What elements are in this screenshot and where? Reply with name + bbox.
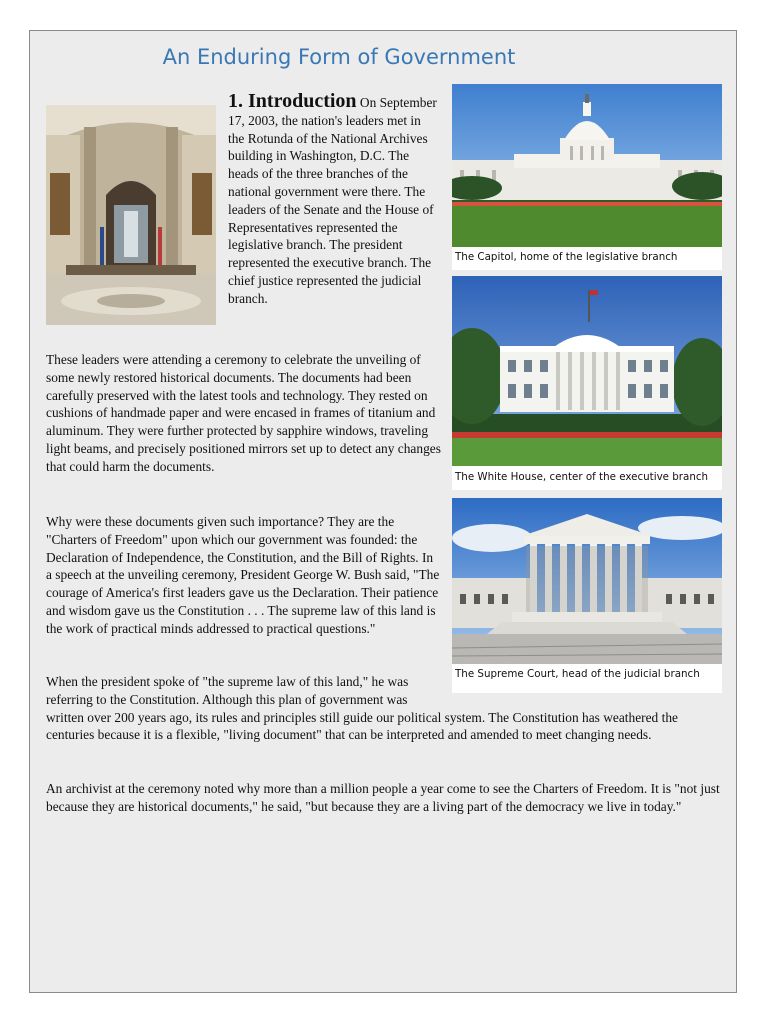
page-title: An Enduring Form of Government (162, 45, 516, 69)
section-heading: 1. Introduction (228, 90, 357, 112)
capitol-photo (452, 84, 722, 247)
capitol-caption: The Capitol, home of the legislative branch (455, 251, 678, 263)
capitol-figure (452, 84, 722, 270)
paragraph-4: When the president spoke of "the supreme law of this land," he was referring to the Constitution. Although this plan of government was written over 200 years ago, its rules and principles still guide our political system. The Constitution has weathered the centuries because it is a flexible, "living document" that can be interpreted and amended to meet changing needs. (46, 674, 678, 743)
intro-paragraph (228, 90, 440, 308)
white-house-photo (452, 276, 722, 466)
supreme-court-caption: The Supreme Court, head of the judicial branch (455, 668, 700, 680)
paragraph-5: An archivist at the ceremony noted why more than a million people a year come to see the Charters of Freedom. It is "not just because they are historical documents," he said, "but because they are a living part of the democracy we live in today." (46, 781, 720, 814)
document-page (29, 30, 737, 993)
white-house-figure (452, 276, 722, 490)
supreme-court-photo (452, 498, 722, 664)
rotunda-photo (46, 105, 216, 325)
paragraph-2: These leaders were attending a ceremony to celebrate the unveiling of some newly restored historical documents. The documents had been carefully preserved with the latest tools and technology. They rested on cushions of handmade paper and were encased in frames of titanium and aluminum. They were further protected by sapphire windows, traveling light beams, and precisely positioned mirrors set up to detect any changes that could harm the documents. (46, 352, 441, 474)
paragraph-3: Why were these documents given such importance? They are the "Charters of Freedom" upon which our government was founded: the Declaration of Independence, the Constitution, and the Bill of Rights. In a speech at the unveiling ceremony, President George W. Bush said, "The courage of America's first leaders gave us the Declaration. Their patience and wisdom gave us the Constitution . . . The supreme law of this land is the work of practical minds addressed to practical questions." (46, 514, 440, 636)
supreme-court-figure (452, 498, 722, 693)
white-house-caption: The White House, center of the executive branch (455, 471, 709, 483)
intro-text: On September 17, 2003, the nation's leaders met in the Rotunda of the National Archives building in Washington, D.C. The heads of the three branches of the national government were there. The leaders of the Senate and the House of Representatives represented the legislative branch. The president represented the executive branch. The chief justice represented the judicial branch. (228, 95, 437, 306)
